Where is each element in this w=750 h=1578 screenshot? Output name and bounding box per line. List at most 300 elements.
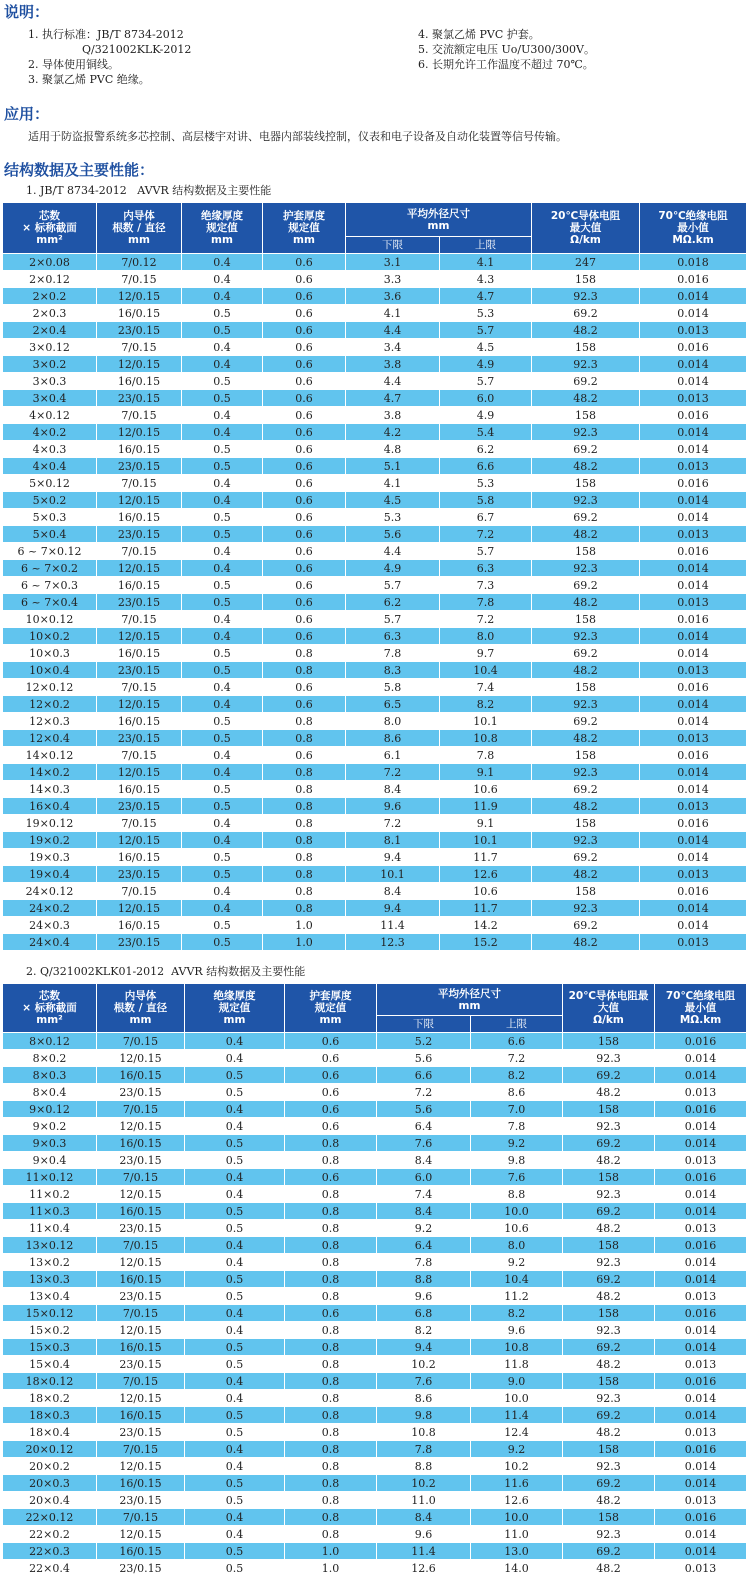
cell-conductor-strands: 16/0.15: [97, 1339, 185, 1356]
cell-od-lower: 7.2: [346, 764, 440, 781]
cell-od-lower: 8.6: [346, 730, 440, 747]
cell-od-upper: 6.2: [440, 441, 532, 458]
cell-cores-section: 10×0.12: [3, 611, 97, 628]
cell-cores-section: 13×0.3: [3, 1271, 97, 1288]
cell-od-upper: 9.6: [471, 1322, 563, 1339]
cell-od-lower: 9.4: [346, 900, 440, 917]
cell-insulation-thickness: 0.4: [182, 356, 263, 373]
cell-sheath-thickness: 0.6: [263, 560, 346, 577]
cell-insulation-thickness: 0.5: [185, 1356, 285, 1373]
cell-sheath-thickness: 0.8: [285, 1339, 377, 1356]
cell-cores-section: 6 ~ 7×0.3: [3, 577, 97, 594]
cell-insulation-resistance: 0.014: [655, 1322, 747, 1339]
cell-od-lower: 5.8: [346, 679, 440, 696]
cell-insulation-thickness: 0.4: [182, 543, 263, 560]
cell-insulation-thickness: 0.4: [185, 1373, 285, 1390]
cell-insulation-resistance: 0.014: [640, 356, 747, 373]
header-cores: 芯数 × 标称截面 mm²: [3, 203, 97, 254]
cell-insulation-thickness: 0.4: [185, 1390, 285, 1407]
cell-od-upper: 5.4: [440, 424, 532, 441]
cell-od-lower: 4.8: [346, 441, 440, 458]
cell-cores-section: 19×0.12: [3, 815, 97, 832]
cell-conductor-resistance: 92.3: [563, 1322, 655, 1339]
header-conductor-resistance: 20℃导体电阻最 大值 Ω/km: [563, 984, 655, 1033]
table-row: [3, 900, 747, 917]
cell-insulation-thickness: 0.5: [185, 1339, 285, 1356]
cell-od-lower: 4.2: [346, 424, 440, 441]
cell-cores-section: 9×0.4: [3, 1152, 97, 1169]
cell-insulation-resistance: 0.014: [655, 1526, 747, 1543]
cell-cores-section: 18×0.12: [3, 1373, 97, 1390]
cell-conductor-resistance: 69.2: [532, 509, 640, 526]
cell-od-upper: 10.2: [471, 1458, 563, 1475]
cell-conductor-strands: 23/0.15: [97, 594, 182, 611]
cell-conductor-resistance: 48.2: [532, 866, 640, 883]
cell-cores-section: 22×0.12: [3, 1509, 97, 1526]
cell-insulation-resistance: 0.014: [640, 713, 747, 730]
cell-sheath-thickness: 0.6: [263, 390, 346, 407]
cell-insulation-thickness: 0.5: [182, 781, 263, 798]
cell-od-lower: 7.2: [377, 1084, 471, 1101]
cell-sheath-thickness: 0.6: [263, 373, 346, 390]
table-row: [3, 1033, 747, 1050]
cell-conductor-resistance: 158: [532, 407, 640, 424]
cell-od-upper: 11.0: [471, 1526, 563, 1543]
cell-conductor-strands: 23/0.15: [97, 1560, 185, 1577]
cell-insulation-resistance: 0.013: [655, 1424, 747, 1441]
cell-conductor-resistance: 48.2: [532, 458, 640, 475]
cell-conductor-strands: 12/0.15: [97, 1526, 185, 1543]
cell-od-upper: 7.8: [471, 1118, 563, 1135]
cell-insulation-thickness: 0.5: [182, 798, 263, 815]
cell-od-lower: 5.6: [377, 1050, 471, 1067]
cell-sheath-thickness: 0.8: [263, 730, 346, 747]
table2-title: 2. Q/321002KLK01-2012 AVVR 结构数据及主要性能: [26, 965, 306, 978]
cell-sheath-thickness: 0.6: [263, 288, 346, 305]
cell-cores-section: 16×0.4: [3, 798, 97, 815]
cell-insulation-thickness: 0.4: [185, 1305, 285, 1322]
cell-od-lower: 8.3: [346, 662, 440, 679]
cell-insulation-resistance: 0.016: [640, 475, 747, 492]
cell-cores-section: 3×0.12: [3, 339, 97, 356]
table-row: [3, 577, 747, 594]
cell-insulation-resistance: 0.013: [655, 1084, 747, 1101]
cell-insulation-thickness: 0.4: [185, 1458, 285, 1475]
cell-od-upper: 11.9: [440, 798, 532, 815]
table-row: [3, 305, 747, 322]
cell-od-upper: 5.3: [440, 475, 532, 492]
table-row: [3, 1509, 747, 1526]
cell-od-upper: 10.0: [471, 1509, 563, 1526]
cell-insulation-thickness: 0.4: [182, 492, 263, 509]
cell-cores-section: 12×0.12: [3, 679, 97, 696]
table-row: [3, 254, 747, 271]
cell-conductor-strands: 12/0.15: [97, 628, 182, 645]
cell-conductor-resistance: 158: [532, 679, 640, 696]
table-row: [3, 730, 747, 747]
cell-od-upper: 5.7: [440, 322, 532, 339]
cell-od-lower: 3.6: [346, 288, 440, 305]
cell-od-upper: 11.6: [471, 1475, 563, 1492]
cell-sheath-thickness: 0.8: [285, 1203, 377, 1220]
cell-insulation-resistance: 0.016: [655, 1441, 747, 1458]
cell-insulation-resistance: 0.014: [640, 645, 747, 662]
cell-cores-section: 24×0.4: [3, 934, 97, 951]
cell-od-lower: 5.3: [346, 509, 440, 526]
cell-od-lower: 7.4: [377, 1186, 471, 1203]
cell-insulation-thickness: 0.5: [185, 1271, 285, 1288]
cell-sheath-thickness: 0.6: [263, 594, 346, 611]
cell-insulation-resistance: 0.016: [640, 407, 747, 424]
cell-cores-section: 10×0.4: [3, 662, 97, 679]
cell-od-lower: 3.8: [346, 407, 440, 424]
table-row: [3, 1152, 747, 1169]
cell-insulation-thickness: 0.4: [182, 764, 263, 781]
cell-sheath-thickness: 0.8: [263, 764, 346, 781]
cell-sheath-thickness: 0.6: [285, 1118, 377, 1135]
cell-insulation-resistance: 0.014: [640, 373, 747, 390]
cell-od-lower: 10.2: [377, 1475, 471, 1492]
cell-cores-section: 14×0.2: [3, 764, 97, 781]
cell-conductor-strands: 7/0.15: [97, 339, 182, 356]
cell-conductor-resistance: 48.2: [532, 390, 640, 407]
table-row: [3, 662, 747, 679]
cell-conductor-resistance: 48.2: [563, 1152, 655, 1169]
cell-conductor-strands: 16/0.15: [97, 1407, 185, 1424]
cell-conductor-resistance: 92.3: [563, 1186, 655, 1203]
table-row: [3, 917, 747, 934]
table-row: [3, 1220, 747, 1237]
cell-od-lower: 4.9: [346, 560, 440, 577]
cell-conductor-strands: 23/0.15: [97, 1084, 185, 1101]
cell-conductor-strands: 7/0.15: [97, 475, 182, 492]
cell-insulation-thickness: 0.5: [182, 866, 263, 883]
cell-cores-section: 15×0.4: [3, 1356, 97, 1373]
cell-conductor-strands: 7/0.15: [97, 1509, 185, 1526]
cell-conductor-strands: 12/0.15: [97, 356, 182, 373]
cell-od-upper: 9.0: [471, 1373, 563, 1390]
cell-conductor-strands: 23/0.15: [97, 866, 182, 883]
cell-cores-section: 13×0.2: [3, 1254, 97, 1271]
cell-insulation-thickness: 0.4: [185, 1169, 285, 1186]
table-row: [3, 713, 747, 730]
cell-insulation-resistance: 0.013: [655, 1492, 747, 1509]
cell-od-lower: 9.2: [377, 1220, 471, 1237]
cell-sheath-thickness: 0.6: [263, 526, 346, 543]
cell-insulation-resistance: 0.014: [640, 509, 747, 526]
cell-conductor-resistance: 158: [532, 747, 640, 764]
header-insulation-resistance: 70℃绝缘电阻 最小值 MΩ.km: [640, 203, 747, 254]
cell-insulation-thickness: 0.4: [182, 271, 263, 288]
cell-insulation-resistance: 0.013: [640, 458, 747, 475]
cell-od-lower: 3.1: [346, 254, 440, 271]
cell-insulation-thickness: 0.5: [182, 373, 263, 390]
application-title: 应用：: [4, 105, 50, 123]
cell-cores-section: 8×0.12: [3, 1033, 97, 1050]
cell-conductor-strands: 23/0.15: [97, 798, 182, 815]
cell-conductor-resistance: 158: [532, 883, 640, 900]
cell-cores-section: 22×0.3: [3, 1543, 97, 1560]
cell-insulation-thickness: 0.4: [185, 1186, 285, 1203]
cell-od-upper: 13.0: [471, 1543, 563, 1560]
cell-conductor-strands: 12/0.15: [97, 1254, 185, 1271]
table-row: [3, 1560, 747, 1577]
table-row: [3, 543, 747, 560]
cell-cores-section: 15×0.3: [3, 1339, 97, 1356]
cell-od-lower: 3.8: [346, 356, 440, 373]
cell-sheath-thickness: 0.8: [263, 900, 346, 917]
cell-insulation-thickness: 0.4: [185, 1050, 285, 1067]
cell-insulation-resistance: 0.014: [640, 900, 747, 917]
cell-sheath-thickness: 0.8: [263, 713, 346, 730]
cell-insulation-thickness: 0.5: [182, 509, 263, 526]
cell-insulation-resistance: 0.014: [655, 1475, 747, 1492]
cell-od-lower: 8.6: [377, 1390, 471, 1407]
cell-conductor-resistance: 48.2: [563, 1356, 655, 1373]
cell-insulation-resistance: 0.013: [655, 1152, 747, 1169]
cell-sheath-thickness: 0.8: [285, 1441, 377, 1458]
header-conductor: 内导体 根数 / 直径 mm: [97, 203, 182, 254]
cell-conductor-strands: 12/0.15: [97, 900, 182, 917]
table-row: [3, 1492, 747, 1509]
cell-od-lower: 8.2: [377, 1322, 471, 1339]
cell-insulation-thickness: 0.4: [185, 1101, 285, 1118]
cell-od-lower: 9.4: [377, 1339, 471, 1356]
cell-od-upper: 9.7: [440, 645, 532, 662]
cell-conductor-resistance: 48.2: [532, 662, 640, 679]
cell-insulation-thickness: 0.4: [182, 611, 263, 628]
cell-cores-section: 4×0.3: [3, 441, 97, 458]
cell-insulation-resistance: 0.016: [640, 543, 747, 560]
cell-conductor-strands: 7/0.15: [97, 815, 182, 832]
cell-insulation-thickness: 0.5: [182, 441, 263, 458]
cell-cores-section: 13×0.12: [3, 1237, 97, 1254]
table-row: [3, 1271, 747, 1288]
cell-cores-section: 8×0.3: [3, 1067, 97, 1084]
cell-cores-section: 5×0.12: [3, 475, 97, 492]
cell-od-upper: 10.8: [471, 1339, 563, 1356]
table-row: [3, 390, 747, 407]
cell-od-upper: 7.2: [471, 1050, 563, 1067]
cell-cores-section: 18×0.4: [3, 1424, 97, 1441]
cell-conductor-resistance: 48.2: [563, 1560, 655, 1577]
cell-od-lower: 4.7: [346, 390, 440, 407]
cell-insulation-resistance: 0.014: [655, 1050, 747, 1067]
cell-cores-section: 15×0.12: [3, 1305, 97, 1322]
cell-insulation-resistance: 0.014: [640, 696, 747, 713]
cell-insulation-resistance: 0.016: [655, 1169, 747, 1186]
cell-cores-section: 12×0.3: [3, 713, 97, 730]
cell-insulation-resistance: 0.016: [640, 883, 747, 900]
cell-conductor-strands: 7/0.15: [97, 1237, 185, 1254]
cell-insulation-resistance: 0.014: [640, 628, 747, 645]
cell-insulation-resistance: 0.013: [640, 934, 747, 951]
cell-conductor-strands: 7/0.15: [97, 1169, 185, 1186]
cell-insulation-thickness: 0.4: [182, 883, 263, 900]
cell-insulation-resistance: 0.014: [655, 1458, 747, 1475]
cell-conductor-resistance: 48.2: [532, 730, 640, 747]
header-insulation-resistance: 70℃绝缘电阻 最小值 MΩ.km: [655, 984, 747, 1033]
cell-insulation-thickness: 0.5: [182, 730, 263, 747]
cell-od-upper: 12.6: [471, 1492, 563, 1509]
cell-conductor-strands: 16/0.15: [97, 781, 182, 798]
cell-conductor-strands: 12/0.15: [97, 1458, 185, 1475]
cell-conductor-resistance: 69.2: [532, 781, 640, 798]
cell-conductor-resistance: 158: [532, 815, 640, 832]
cell-od-lower: 3.4: [346, 339, 440, 356]
cell-od-upper: 4.3: [440, 271, 532, 288]
cell-conductor-strands: 7/0.15: [97, 883, 182, 900]
cell-od-lower: 5.2: [377, 1033, 471, 1050]
cell-insulation-thickness: 0.4: [182, 832, 263, 849]
cell-sheath-thickness: 0.6: [285, 1305, 377, 1322]
cell-od-lower: 7.8: [377, 1441, 471, 1458]
cell-sheath-thickness: 0.6: [263, 356, 346, 373]
cell-insulation-thickness: 0.5: [185, 1475, 285, 1492]
cell-insulation-resistance: 0.013: [640, 730, 747, 747]
cell-od-lower: 12.3: [346, 934, 440, 951]
cell-insulation-thickness: 0.5: [182, 458, 263, 475]
cell-conductor-resistance: 48.2: [563, 1424, 655, 1441]
cell-insulation-resistance: 0.014: [640, 560, 747, 577]
cell-insulation-resistance: 0.014: [655, 1339, 747, 1356]
cell-od-upper: 9.2: [471, 1254, 563, 1271]
cell-sheath-thickness: 0.8: [263, 832, 346, 849]
cell-cores-section: 10×0.3: [3, 645, 97, 662]
cell-conductor-strands: 7/0.15: [97, 1101, 185, 1118]
cell-sheath-thickness: 0.6: [285, 1084, 377, 1101]
cell-conductor-resistance: 158: [563, 1373, 655, 1390]
cell-cores-section: 19×0.4: [3, 866, 97, 883]
cell-cores-section: 11×0.2: [3, 1186, 97, 1203]
cell-insulation-resistance: 0.018: [640, 254, 747, 271]
table-row: [3, 339, 747, 356]
cell-cores-section: 5×0.3: [3, 509, 97, 526]
cell-insulation-thickness: 0.5: [185, 1288, 285, 1305]
cell-cores-section: 8×0.2: [3, 1050, 97, 1067]
cell-insulation-resistance: 0.016: [640, 611, 747, 628]
cell-od-lower: 11.4: [377, 1543, 471, 1560]
cell-cores-section: 11×0.3: [3, 1203, 97, 1220]
cell-insulation-thickness: 0.5: [185, 1152, 285, 1169]
cell-conductor-strands: 23/0.15: [97, 390, 182, 407]
cell-conductor-resistance: 69.2: [563, 1475, 655, 1492]
cell-sheath-thickness: 0.8: [263, 662, 346, 679]
cell-conductor-strands: 23/0.15: [97, 662, 182, 679]
cell-insulation-resistance: 0.016: [655, 1033, 747, 1050]
table-row: [3, 356, 747, 373]
cell-od-upper: 9.8: [471, 1152, 563, 1169]
table-row: [3, 1373, 747, 1390]
cell-conductor-resistance: 92.3: [532, 356, 640, 373]
table-row: [3, 815, 747, 832]
cell-sheath-thickness: 0.8: [263, 866, 346, 883]
cell-od-lower: 4.4: [346, 543, 440, 560]
cell-od-lower: 8.8: [377, 1271, 471, 1288]
cell-cores-section: 2×0.3: [3, 305, 97, 322]
cell-conductor-strands: 23/0.15: [97, 1220, 185, 1237]
cell-od-lower: 4.4: [346, 373, 440, 390]
cell-sheath-thickness: 0.8: [263, 645, 346, 662]
cell-insulation-thickness: 0.4: [185, 1322, 285, 1339]
cell-od-upper: 10.6: [440, 883, 532, 900]
cell-conductor-strands: 7/0.15: [97, 1441, 185, 1458]
cell-insulation-resistance: 0.016: [640, 679, 747, 696]
cell-conductor-resistance: 69.2: [532, 645, 640, 662]
cell-conductor-strands: 16/0.15: [97, 1543, 185, 1560]
cell-insulation-thickness: 0.5: [182, 917, 263, 934]
notes-title: 说明：: [4, 3, 50, 21]
cell-cores-section: 3×0.3: [3, 373, 97, 390]
cell-cores-section: 2×0.4: [3, 322, 97, 339]
cell-cores-section: 18×0.2: [3, 1390, 97, 1407]
cell-conductor-resistance: 158: [532, 271, 640, 288]
table-row: [3, 1339, 747, 1356]
cell-conductor-strands: 12/0.15: [97, 288, 182, 305]
cell-conductor-strands: 12/0.15: [97, 1050, 185, 1067]
cell-insulation-thickness: 0.4: [182, 407, 263, 424]
cell-cores-section: 5×0.2: [3, 492, 97, 509]
table-row: [3, 798, 747, 815]
cell-conductor-strands: 7/0.15: [97, 747, 182, 764]
cell-sheath-thickness: 0.6: [285, 1101, 377, 1118]
cell-od-lower: 7.6: [377, 1373, 471, 1390]
cell-od-lower: 7.8: [377, 1254, 471, 1271]
cell-sheath-thickness: 0.8: [285, 1237, 377, 1254]
cell-od-upper: 5.3: [440, 305, 532, 322]
cell-cores-section: 19×0.2: [3, 832, 97, 849]
cell-insulation-thickness: 0.5: [185, 1067, 285, 1084]
cell-od-upper: 6.3: [440, 560, 532, 577]
cell-od-upper: 10.4: [440, 662, 532, 679]
cell-sheath-thickness: 0.8: [263, 849, 346, 866]
cell-sheath-thickness: 0.6: [263, 577, 346, 594]
cell-conductor-strands: 7/0.15: [97, 679, 182, 696]
cell-insulation-resistance: 0.013: [655, 1220, 747, 1237]
cell-sheath-thickness: 0.8: [285, 1526, 377, 1543]
cell-od-lower: 8.1: [346, 832, 440, 849]
table-row: [3, 645, 747, 662]
cell-insulation-thickness: 0.5: [182, 645, 263, 662]
cell-insulation-resistance: 0.014: [640, 492, 747, 509]
cell-od-upper: 10.1: [440, 713, 532, 730]
cell-conductor-resistance: 92.3: [563, 1118, 655, 1135]
cell-sheath-thickness: 0.8: [285, 1407, 377, 1424]
cell-od-lower: 5.1: [346, 458, 440, 475]
cell-sheath-thickness: 0.6: [285, 1050, 377, 1067]
cell-sheath-thickness: 0.6: [263, 611, 346, 628]
cell-od-lower: 8.8: [377, 1458, 471, 1475]
header-outer-diameter: 平均外径尺寸 mm: [377, 984, 563, 1016]
table-row: [3, 458, 747, 475]
table-row: [3, 781, 747, 798]
cell-sheath-thickness: 0.8: [263, 781, 346, 798]
cell-insulation-resistance: 0.014: [655, 1254, 747, 1271]
cell-insulation-resistance: 0.013: [640, 322, 747, 339]
cell-cores-section: 12×0.2: [3, 696, 97, 713]
cell-insulation-resistance: 0.014: [655, 1543, 747, 1560]
header-insulation: 绝缘厚度 规定值 mm: [185, 984, 285, 1033]
cell-conductor-resistance: 92.3: [563, 1390, 655, 1407]
cell-insulation-resistance: 0.014: [655, 1203, 747, 1220]
table-row: [3, 1305, 747, 1322]
cell-od-lower: 6.1: [346, 747, 440, 764]
cell-conductor-strands: 12/0.15: [97, 1118, 185, 1135]
cell-od-upper: 9.1: [440, 764, 532, 781]
cell-insulation-thickness: 0.5: [185, 1543, 285, 1560]
cell-insulation-resistance: 0.014: [655, 1135, 747, 1152]
cell-od-upper: 12.4: [471, 1424, 563, 1441]
